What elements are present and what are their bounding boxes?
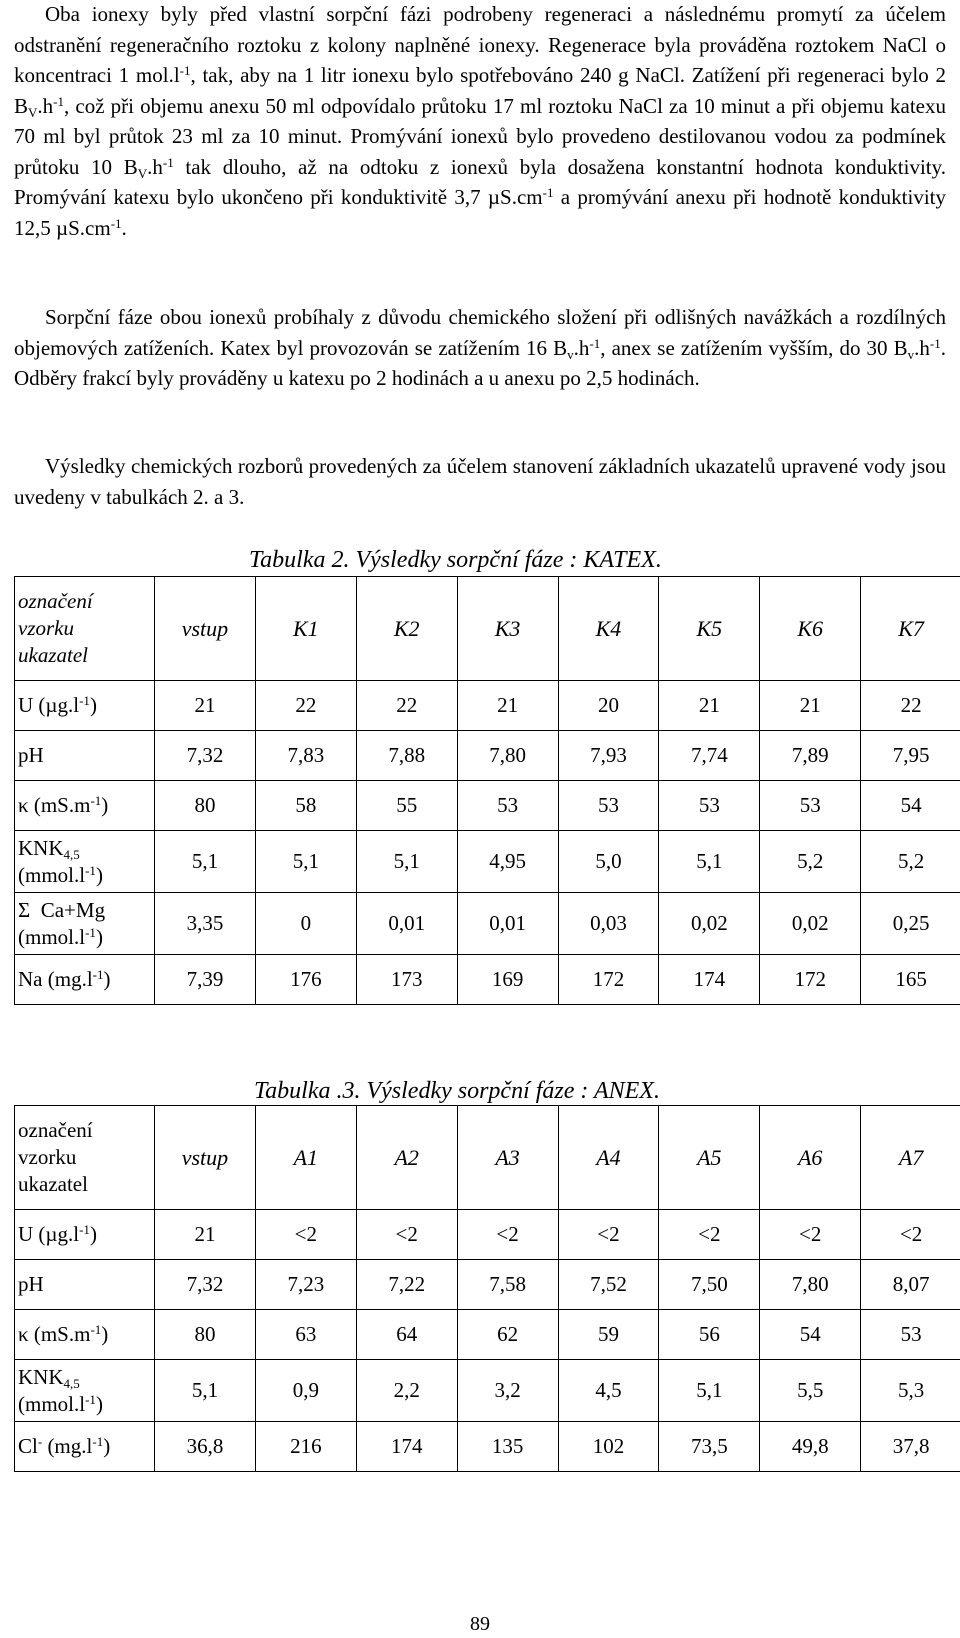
table-row [15, 781, 960, 831]
table-cell: 21 [659, 681, 760, 731]
table-cell: 3,35 [155, 893, 256, 955]
table-cell: 172 [760, 955, 861, 1005]
table-cell: 176 [255, 955, 356, 1005]
table-cell: <2 [558, 1210, 659, 1260]
column-header: K3 [457, 577, 558, 681]
table-cell: 7,74 [659, 731, 760, 781]
table-cell: 0,02 [760, 893, 861, 955]
table-cell: 0,01 [457, 893, 558, 955]
column-header: vstup [155, 1106, 256, 1210]
table-cell: 49,8 [760, 1422, 861, 1472]
table-cell: 7,32 [155, 1260, 256, 1310]
row-label: U $(\mu g.l^{-1})$ [15, 681, 155, 731]
table-cell: 5,1 [155, 831, 256, 893]
column-header: K2 [356, 577, 457, 681]
table-cell: 7,52 [558, 1260, 659, 1310]
table-header-row [15, 1106, 960, 1210]
table-cell: 56 [659, 1310, 760, 1360]
table-cell: 0,03 [558, 893, 659, 955]
table-cell: <2 [356, 1210, 457, 1260]
table-cell: 21 [155, 681, 256, 731]
table-cell: 174 [356, 1422, 457, 1472]
row-label: Cl- $(mg.l^{-1})$ [15, 1422, 155, 1472]
column-header: K7 [861, 577, 960, 681]
table-cell: 169 [457, 955, 558, 1005]
table-cell: 5,1 [659, 831, 760, 893]
table-cell: <2 [861, 1210, 960, 1260]
table-cell: 5,1 [255, 831, 356, 893]
table-cell: 216 [255, 1422, 356, 1472]
table-cell: 135 [457, 1422, 558, 1472]
table-cell: 80 [155, 1310, 256, 1360]
table-cell: 7,88 [356, 731, 457, 781]
table-cell: 54 [861, 781, 960, 831]
table-cell: 7,80 [457, 731, 558, 781]
table-cell: 5,1 [659, 1360, 760, 1422]
table-cell: 64 [356, 1310, 457, 1360]
table-cell: 7,83 [255, 731, 356, 781]
table-cell: 174 [659, 955, 760, 1005]
table-cell: 173 [356, 955, 457, 1005]
table-cell: 20 [558, 681, 659, 731]
table-row [15, 731, 960, 781]
row-label: pH [15, 731, 155, 781]
paragraph-sorption: Sorpční fáze obou ionexů probíhaly z důvodu chemického složení při odlišných navážkách a rozdílných objemových zatíženích. Katex byl provozován se zatížením 16 $B_v.h^{-1}$, anex se zatížením vyšším, do 30 $B_v.h^{-1}$. Odběry frakcí byly prováděny u katexu po 2 hodinách a u anexu po 2,5 hodinách. [14, 305, 946, 390]
table-row [15, 681, 960, 731]
header-label-cell: označení vzorku ukazatel [15, 577, 155, 681]
table-cell: 7,95 [861, 731, 960, 781]
row-label: Σ Ca+Mg $(mmol.l^{-1})$ [15, 893, 155, 955]
table-cell: 2,2 [356, 1360, 457, 1422]
table-row [15, 831, 960, 893]
row-label: $KNK_{4,5}$ $(mmol.l^{-1})$ [15, 831, 155, 893]
table-row [15, 1310, 960, 1360]
table-cell: 22 [255, 681, 356, 731]
table-cell: 7,89 [760, 731, 861, 781]
table-cell: 165 [861, 955, 960, 1005]
table-row [15, 1210, 960, 1260]
table-cell: 0 [255, 893, 356, 955]
table-cell: 55 [356, 781, 457, 831]
table-cell: 54 [760, 1310, 861, 1360]
column-header: A5 [659, 1106, 760, 1210]
table-cell: 22 [356, 681, 457, 731]
table-katex [14, 576, 960, 1005]
table-cell: 7,39 [155, 955, 256, 1005]
table-cell: <2 [760, 1210, 861, 1260]
table-cell: 0,9 [255, 1360, 356, 1422]
table-row [15, 1360, 960, 1422]
row-label: κ $(mS.m^{-1})$ [15, 1310, 155, 1360]
table-cell: 53 [861, 1310, 960, 1360]
table-cell: 7,80 [760, 1260, 861, 1310]
table-anex [14, 1105, 960, 1472]
row-label: U $(\mu g.l^{-1})$ [15, 1210, 155, 1260]
table-cell: 58 [255, 781, 356, 831]
table-cell: 73,5 [659, 1422, 760, 1472]
column-header: vstup [155, 577, 256, 681]
table-cell: 37,8 [861, 1422, 960, 1472]
table-cell: 63 [255, 1310, 356, 1360]
table-cell: 5,1 [155, 1360, 256, 1422]
table-row [15, 893, 960, 955]
table-cell: 21 [457, 681, 558, 731]
row-label: pH [15, 1260, 155, 1310]
table-cell: 62 [457, 1310, 558, 1360]
table-cell: 21 [155, 1210, 256, 1260]
table-cell: 80 [155, 781, 256, 831]
table-caption-anex: Tabulka .3. Výsledky sorpční fáze : ANEX. [254, 1078, 660, 1104]
column-header: A4 [558, 1106, 659, 1210]
table-cell: <2 [255, 1210, 356, 1260]
table-cell: 36,8 [155, 1422, 256, 1472]
table-cell: 172 [558, 955, 659, 1005]
table-cell: 5,1 [356, 831, 457, 893]
column-header: A7 [861, 1106, 960, 1210]
table-cell: 53 [659, 781, 760, 831]
table-cell: 53 [760, 781, 861, 831]
column-header: K1 [255, 577, 356, 681]
table-row [15, 1260, 960, 1310]
table-cell: 5,2 [760, 831, 861, 893]
table-row [15, 1422, 960, 1472]
table-cell: 4,95 [457, 831, 558, 893]
table-cell: 0,01 [356, 893, 457, 955]
table-cell: 7,22 [356, 1260, 457, 1310]
header-label-cell: označení vzorku ukazatel [15, 1106, 155, 1210]
row-label: $KNK_{4,5}$ $(mmol.l^{-1})$ [15, 1360, 155, 1422]
table-cell: 53 [558, 781, 659, 831]
row-label: Na $(mg.l^{-1})$ [15, 955, 155, 1005]
column-header: A1 [255, 1106, 356, 1210]
column-header: K6 [760, 577, 861, 681]
table-cell: 4,5 [558, 1360, 659, 1422]
table-cell: 3,2 [457, 1360, 558, 1422]
table-cell: 0,02 [659, 893, 760, 955]
column-header: K5 [659, 577, 760, 681]
table-cell: 59 [558, 1310, 659, 1360]
table-cell: 53 [457, 781, 558, 831]
table-cell: 0,25 [861, 893, 960, 955]
column-header: K4 [558, 577, 659, 681]
row-label: κ $(mS.m^{-1})$ [15, 781, 155, 831]
table-cell: <2 [659, 1210, 760, 1260]
table-cell: 7,93 [558, 731, 659, 781]
table-cell: 7,50 [659, 1260, 760, 1310]
column-header: A3 [457, 1106, 558, 1210]
table-cell: 102 [558, 1422, 659, 1472]
table-row [15, 955, 960, 1005]
table-cell: 22 [861, 681, 960, 731]
table-cell: 5,2 [861, 831, 960, 893]
table-cell: 5,5 [760, 1360, 861, 1422]
paragraph-results: Výsledky chemických rozborů provedených za účelem stanovení základních ukazatelů upravené vody jsou uvedeny v tabulkách 2. a 3. [14, 454, 946, 509]
column-header: A6 [760, 1106, 861, 1210]
table-cell: 5,3 [861, 1360, 960, 1422]
table-header-row [15, 577, 960, 681]
table-cell: 7,23 [255, 1260, 356, 1310]
table-cell: 7,58 [457, 1260, 558, 1310]
table-cell: 7,32 [155, 731, 256, 781]
table-cell: <2 [457, 1210, 558, 1260]
table-cell: 8,07 [861, 1260, 960, 1310]
table-cell: 5,0 [558, 831, 659, 893]
table-caption-katex: Tabulka 2. Výsledky sorpční fáze : KATEX. [249, 547, 662, 573]
column-header: A2 [356, 1106, 457, 1210]
table-cell: 21 [760, 681, 861, 731]
page-number: 89 [470, 1613, 490, 1635]
paragraph-regeneration: Oba ionexy byly před vlastní sorpční fázi podrobeny regeneraci a následnému promytí za účelem odstranění regeneračního roztoku z kolony naplněné ionexy. Regenerace byla prováděna roztokem NaCl o koncentraci 1 $mol.l^{-1}$, tak, aby na 1 litr ionexu bylo spotřebováno 240 g NaCl. Zatížení při regeneraci bylo 2 $B_V.h^{-1}$, což při objemu anexu 50 ml odpovídalo průtoku 17 ml roztoku NaCl za 10 minut a při objemu katexu 70 ml byl průtok 23 ml za 10 minut. Promývání ionexů bylo provedeno destilovanou vodou za podmínek průtoku 10 $B_V.h^{-1}$ tak dlouho, až na odtoku z ionexů byla dosažena konstantní hodnota konduktivity. Promývání katexu bylo ukončeno při konduktivitě 3,7 $\mu S.cm^{-1}$ a promývání anexu při hodnotě konduktivity 12,5 $\mu S.cm^{-1}$. [14, 2, 946, 240]
